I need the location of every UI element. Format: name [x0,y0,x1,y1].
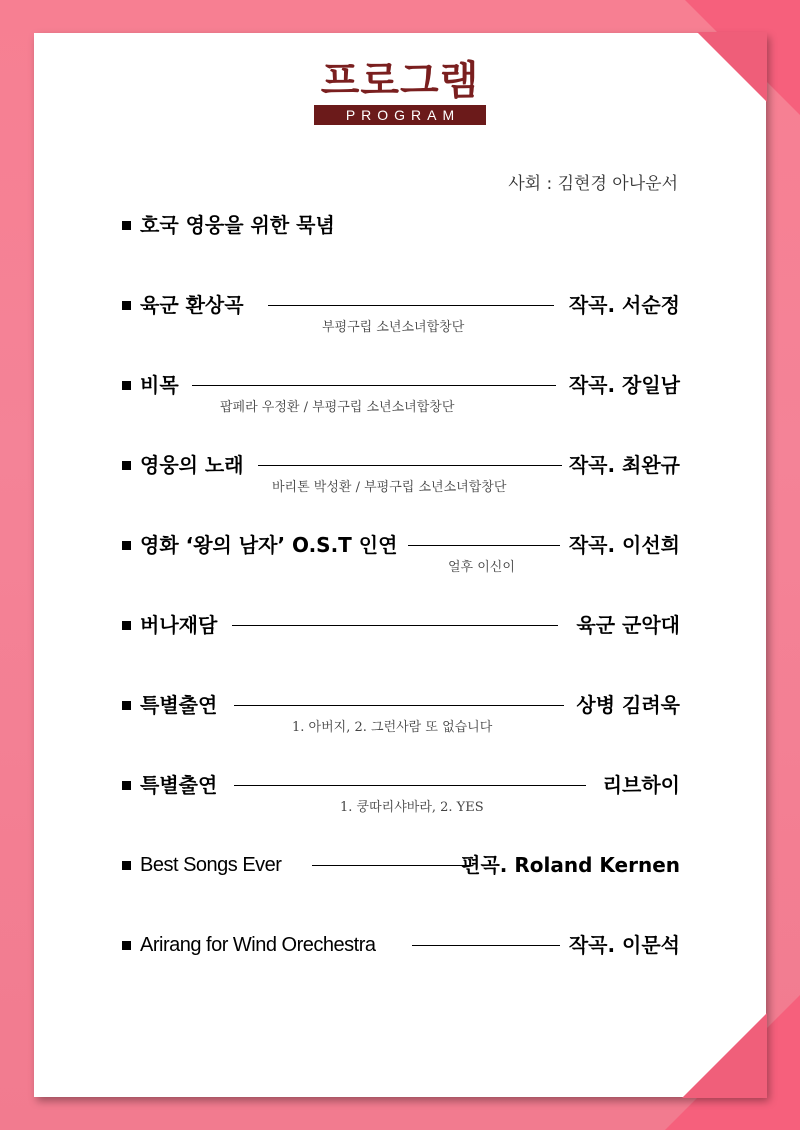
item-title: 육군 환상곡 [140,293,244,317]
host-line: 사회 : 김현경 아나운서 [508,174,678,194]
program-item [122,611,680,671]
bullet-icon [122,621,131,630]
item-title: 영화 ‘왕의 남자’ O.S.T 인연 [140,533,398,557]
program-item [122,291,680,351]
program-item [122,531,680,591]
page-fold-top [697,32,767,102]
leader-line [412,945,560,946]
leader-line [234,785,586,786]
leader-line [408,545,560,546]
leader-line [258,465,562,466]
bullet-icon [122,461,131,470]
leader-line [268,305,554,306]
item-performers: 팝페라 우정환 / 부평구립 소년소녀합창단 [220,400,455,415]
program-item [122,851,680,911]
bullet-icon [122,701,131,710]
item-composer: 작곡. 서순정 [568,293,680,317]
leader-line [312,865,472,866]
item-title: 호국 영웅을 위한 묵념 [140,213,335,237]
leader-line [232,625,558,626]
item-composer: 작곡. 장일남 [568,373,680,397]
item-performers: 1. 아버지, 2. 그런사람 또 없습니다 [292,720,493,735]
item-composer: 육군 군악대 [576,613,680,637]
item-title: 영웅의 노래 [140,453,244,477]
item-performers: 1. 쿵따리샤바라, 2. YES [340,800,484,815]
item-composer: 작곡. 최완규 [568,453,680,477]
leader-line [234,705,564,706]
item-composer: 상병 김려욱 [576,693,680,717]
item-composer: 작곡. 이선희 [568,533,680,557]
item-title: Best Songs Ever [140,854,282,876]
title-english: PROGRAM [314,105,486,125]
program-item [122,931,680,991]
item-composer: 리브하이 [602,773,680,797]
item-composer: 편곡. Roland Kernen [461,853,680,877]
page-title [314,59,486,125]
program-item [122,451,680,511]
bullet-icon [122,941,131,950]
leader-line [192,385,556,386]
item-title: Arirang for Wind Orechestra [140,934,376,956]
bullet-icon [122,861,131,870]
item-performers: 부평구립 소년소녀합창단 [322,320,465,335]
item-title: 비목 [140,373,179,397]
program-item [122,371,680,431]
item-performers: 바리톤 박성환 / 부평구립 소년소녀합창단 [272,480,507,495]
bullet-icon [122,221,131,230]
bullet-icon [122,541,131,550]
bullet-icon [122,381,131,390]
item-title: 특별출연 [140,693,218,717]
program-item [122,771,680,831]
bullet-icon [122,781,131,790]
program-sheet [34,33,766,1097]
item-title: 버나재담 [140,613,218,637]
item-title: 특별출연 [140,773,218,797]
program-item [122,691,680,751]
program-item [122,211,680,271]
title-korean: 프로그램 [320,58,480,104]
item-performers: 얼후 이신이 [448,560,515,575]
item-composer: 작곡. 이문석 [568,933,680,957]
page-fold-bottom [682,1013,767,1098]
bullet-icon [122,301,131,310]
